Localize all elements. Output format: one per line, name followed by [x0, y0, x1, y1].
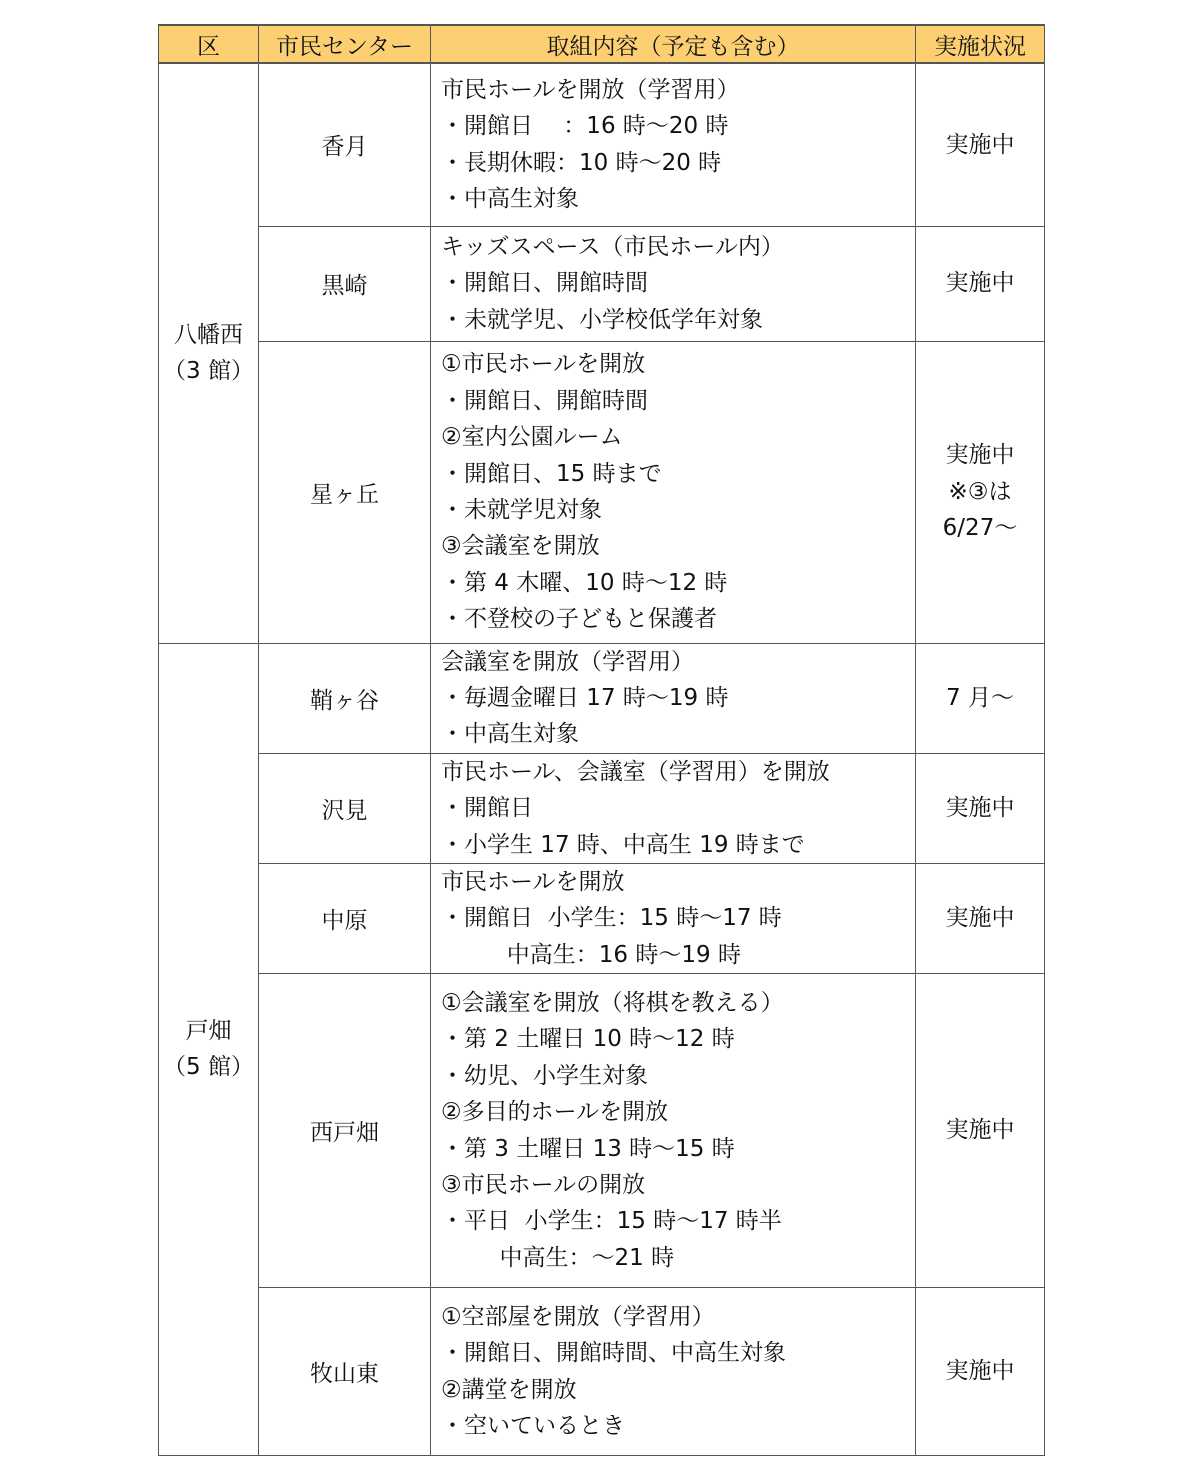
status-line: 実施中 — [945, 1358, 1015, 1385]
content-cell — [431, 341, 916, 643]
content-line: ・開館日、開館時間 — [441, 270, 648, 297]
header-center: 市民センター — [259, 25, 431, 63]
center-name: 香月 — [259, 63, 431, 226]
content-line: 市民ホールを開放 — [441, 868, 625, 895]
status-cell — [916, 63, 1045, 226]
table-row — [159, 1288, 1045, 1456]
content-line: ・中高生対象 — [441, 186, 579, 213]
content-cell — [431, 753, 916, 863]
status-cell — [916, 863, 1045, 973]
content-line: ・開館日 小学生：15 時～17 時 — [441, 905, 782, 932]
center-name: 西戸畑 — [259, 974, 431, 1288]
header-status: 実施状況 — [916, 25, 1045, 63]
table-row — [159, 226, 1045, 341]
status-cell — [916, 643, 1045, 753]
ward-cell — [159, 643, 259, 1456]
content-line: 会議室を開放（学習用） — [441, 648, 694, 675]
content-line: ・開館日、開館時間 — [441, 387, 648, 414]
content-line: ・開館日 ：16 時～20 時 — [441, 113, 729, 140]
content-line: ③市民ホールの開放 — [441, 1172, 646, 1199]
content-cell — [431, 643, 916, 753]
center-name: 牧山東 — [259, 1288, 431, 1456]
status-line: 実施中 — [945, 270, 1015, 297]
table-row — [159, 863, 1045, 973]
status-line: ※③は — [948, 478, 1012, 505]
content-cell — [431, 63, 916, 226]
content-line: ・開館日 — [441, 795, 533, 822]
center-name: 星ヶ丘 — [259, 341, 431, 643]
content-line: ・幼児、小学生対象 — [441, 1062, 648, 1089]
table-row — [159, 974, 1045, 1288]
content-line: 中高生：～21 時 — [441, 1244, 675, 1271]
content-line: ・空いているとき — [441, 1413, 625, 1440]
content-line: ・小学生 17 時、中高生 19 時まで — [441, 831, 805, 858]
center-name: 鞘ヶ谷 — [259, 643, 431, 753]
center-name: 黒崎 — [259, 226, 431, 341]
content-line: ③会議室を開放 — [441, 533, 600, 560]
header-row — [159, 25, 1045, 63]
content-cell — [431, 226, 916, 341]
status-line: 実施中 — [945, 905, 1015, 932]
content-line: ②室内公園ルーム — [441, 424, 623, 451]
status-line: 実施中 — [945, 1117, 1015, 1144]
content-cell — [431, 974, 916, 1288]
center-name: 中原 — [259, 863, 431, 973]
header-ward: 区 — [159, 25, 259, 63]
content-cell — [431, 1288, 916, 1456]
content-line: ②多目的ホールを開放 — [441, 1099, 669, 1126]
status-line: 7 月～ — [946, 684, 1014, 711]
status-line: 実施中 — [945, 442, 1015, 469]
center-activities-table — [158, 24, 1045, 1456]
content-line: ・開館日、15 時まで — [441, 460, 662, 487]
status-cell — [916, 341, 1045, 643]
table-row — [159, 341, 1045, 643]
ward-count: （5 館） — [163, 1054, 254, 1081]
content-line: ・開館日、開館時間、中高生対象 — [441, 1340, 786, 1367]
content-line: ・未就学児対象 — [441, 497, 602, 523]
status-cell — [916, 974, 1045, 1288]
table-row — [159, 643, 1045, 753]
ward-cell — [159, 63, 259, 643]
content-line: ①会議室を開放（将棋を教える） — [441, 990, 784, 1017]
table-row — [159, 63, 1045, 226]
content-line: ・第 4 木曜、10 時～12 時 — [441, 569, 728, 596]
content-line: 市民ホールを開放（学習用） — [441, 76, 740, 103]
content-line: ・第 2 土曜日 10 時～12 時 — [441, 1026, 735, 1053]
status-line: 実施中 — [945, 795, 1015, 822]
content-line: ・第 3 土曜日 13 時～15 時 — [441, 1135, 735, 1162]
content-line: ①空部屋を開放（学習用） — [441, 1303, 715, 1330]
content-line: 中高生：16 時～19 時 — [441, 941, 741, 968]
content-line: キッズスペース（市民ホール内） — [441, 233, 784, 260]
status-cell — [916, 226, 1045, 341]
status-cell — [916, 1288, 1045, 1456]
content-cell — [431, 863, 916, 973]
content-line: ・平日 小学生：15 時～17 時半 — [441, 1208, 782, 1235]
status-line: 実施中 — [945, 131, 1015, 158]
ward-name: 戸畑 — [185, 1017, 232, 1044]
content-line: ①市民ホールを開放 — [441, 351, 646, 378]
header-content: 取組内容（予定も含む） — [431, 25, 916, 63]
content-line: ・未就学児、小学校低学年対象 — [441, 306, 763, 333]
content-line: ・毎週金曜日 17 時～19 時 — [441, 684, 729, 711]
content-line: ②講堂を開放 — [441, 1376, 577, 1403]
content-line: 市民ホール、会議室（学習用）を開放 — [441, 758, 830, 785]
status-line: 6/27～ — [942, 515, 1018, 542]
table-row — [159, 753, 1045, 863]
content-line: ・長期休暇：10 時～20 時 — [441, 149, 722, 176]
ward-count: （3 館） — [163, 358, 254, 385]
content-line: ・不登校の子どもと保護者 — [441, 606, 717, 633]
center-name: 沢見 — [259, 753, 431, 863]
status-cell — [916, 753, 1045, 863]
ward-name: 八幡西 — [174, 321, 243, 348]
content-line: ・中高生対象 — [441, 721, 579, 748]
